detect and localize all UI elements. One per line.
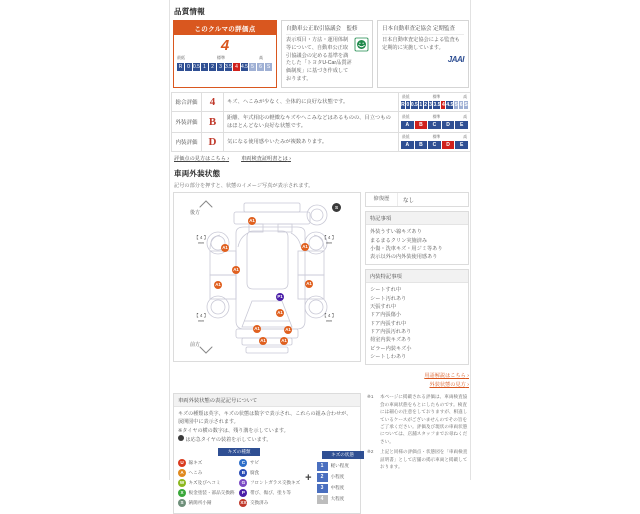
- state-label: 中程度: [330, 485, 345, 491]
- rating-row: [172, 133, 471, 152]
- damage-marker[interactable]: A1: [306, 281, 312, 287]
- rating-scale: [399, 92, 471, 111]
- damage-marker[interactable]: A1: [233, 267, 239, 273]
- kind-badge: S: [178, 499, 186, 507]
- mini-scale-cell: 4: [233, 63, 241, 71]
- exterior-panels: [365, 192, 469, 389]
- mini-cap-mid: 標準: [217, 54, 225, 60]
- scale-caption: 高: [463, 114, 467, 119]
- interior-remark-line: 荷室内装キズあり: [370, 337, 412, 344]
- scale-cell: 3.5: [433, 101, 441, 108]
- scale-cell: D: [442, 141, 456, 149]
- kind-row: [239, 489, 300, 497]
- scale-cell: A: [401, 121, 415, 129]
- fair-trade-text: 表示項目・方法・運用体制等について、自動車公正取引協議会の定める基準を満たした「トヨタU-Car品質評価制度」に基づき作成しております。: [286, 37, 352, 82]
- scale-caption: 標準: [432, 135, 441, 140]
- state-label: 小程度: [330, 474, 345, 480]
- scale-caption: 最低: [402, 135, 410, 140]
- jaai-body: [382, 37, 464, 53]
- scale-cell: A: [401, 141, 415, 149]
- kind-label: 帯び、傷び、塗り等: [249, 489, 291, 495]
- scale-cell: C: [428, 121, 442, 129]
- overall-score-box: [173, 20, 277, 88]
- state-label: 軽い程度: [330, 463, 349, 469]
- interior-remark-line: 天張すれ中: [370, 304, 396, 311]
- kind-badge: C: [239, 459, 247, 467]
- remark-line: まるまるクリン実施済み: [370, 237, 428, 244]
- remarks-header: 特記事項: [366, 212, 468, 225]
- main-content: [171, 0, 471, 505]
- rating-description: キズ、へこみが少なく、全体的に良好な状態です。: [224, 92, 399, 111]
- mini-scale-cell: 3: [217, 63, 225, 71]
- legend-box: [173, 393, 361, 514]
- scale-cell: 5: [454, 101, 458, 108]
- state-square: 1: [317, 462, 328, 471]
- states-caption: キズの状態: [322, 451, 364, 459]
- damage-marker[interactable]: A1: [277, 310, 283, 316]
- kind-row: [239, 479, 300, 487]
- footnote-text: 本ページに掲載される評価は、車両検査協会の車両状態をもとにしたものです。検査には細心の注意をしておりますが、相違しているケースがございませんのでその旨をご了承ください。評価及び現状の車両状態については、店舗スタッフまでお尋ねください。: [380, 394, 468, 444]
- damage-marker[interactable]: A1: [260, 338, 266, 344]
- summary-row: [171, 20, 471, 88]
- state-row: [317, 462, 369, 471]
- page-title: 品質情報: [174, 7, 205, 16]
- spare-tire-marker: S: [332, 203, 341, 212]
- states-col: [317, 451, 369, 506]
- interior-remark-line: シートしわあり: [370, 353, 407, 360]
- jaai-text: 日本自動車査定協会による監査も定期的に実施しています。: [382, 37, 460, 51]
- rating-grade: B: [202, 111, 224, 132]
- rating-label: 内装評価: [172, 133, 202, 152]
- jaai-logo: JAAI: [447, 54, 464, 64]
- legend-spare-note: は応急タイヤの装着を示しています。: [185, 436, 272, 443]
- scale-cell: S: [464, 101, 468, 108]
- scale-caption: 標準: [432, 94, 441, 99]
- right-rail: [470, 0, 640, 480]
- repair-history-label: 修復歴: [366, 193, 398, 206]
- mini-scale-cell: 0: [185, 63, 193, 71]
- tire-depth-label: 【 4 】 mm: [194, 235, 209, 245]
- remark-line: 外装うすい線キズあり: [370, 229, 422, 236]
- tire-depth-label: 【 4 】 mm: [322, 313, 337, 323]
- damage-marker[interactable]: A1: [215, 282, 221, 288]
- damage-marker[interactable]: A1: [285, 327, 291, 333]
- kind-label: へこみ: [188, 469, 203, 475]
- remark-line: 表示以外の内外装使用感あり: [370, 254, 438, 261]
- interior-remarks-body: [366, 283, 468, 364]
- direction-label: 前方: [190, 342, 201, 349]
- tire-depth-label: 【 4 】 mm: [322, 235, 337, 245]
- fair-trade-info-box: [281, 20, 373, 88]
- scale-cell: 2: [424, 101, 428, 108]
- exterior-links: [365, 369, 469, 389]
- state-square: 2: [317, 473, 328, 482]
- rating-description: 距離、年式相応の軽微なキズやへこみなどはあるものの、目立つものはほとんどない良好な状態です。: [224, 111, 399, 132]
- interior-remark-line: ドア内張汚れあり: [370, 329, 412, 335]
- kind-badge: B: [239, 469, 247, 477]
- interior-remark-line: ピラー内装キズ小: [370, 345, 412, 352]
- scale-cell: C: [428, 141, 442, 149]
- state-row: [317, 495, 369, 504]
- rating-row: [172, 111, 471, 132]
- scale-cell: 1: [419, 101, 423, 108]
- footnote-mark: ※2: [367, 449, 374, 455]
- state-label: 大程度: [330, 496, 345, 502]
- scale-cell: 6: [459, 101, 463, 108]
- rating-links: [171, 152, 471, 162]
- legend-explain-2: ※タイヤの横の数字は、残り溝を示しています。: [178, 427, 289, 434]
- kind-row: [239, 469, 300, 477]
- exterior-note: 記号の部分を押すと、状態のイメージ写真が表示されます。: [174, 183, 314, 190]
- legend-body: [174, 407, 360, 513]
- mini-scale-captions: [177, 55, 273, 61]
- kind-badge: A: [178, 469, 186, 477]
- scale-caption: 標準: [432, 114, 441, 119]
- state-row: [317, 473, 369, 482]
- kind-label: サビ: [249, 459, 260, 465]
- damage-marker[interactable]: A1: [249, 218, 255, 224]
- scale-cell: B: [415, 141, 429, 149]
- link-how-to-read-score[interactable]: 評価点の見方はこちら ›: [174, 155, 229, 162]
- link-exterior-guide[interactable]: 外装状態の見方 ›: [365, 381, 469, 388]
- damage-marker[interactable]: A1: [281, 338, 287, 344]
- footnote-text: 上記と同様の評価点・状態図を「車両検査証明書」として店舗の掲示車両と掲載しております。: [380, 449, 468, 470]
- spare-tire-icon: [178, 435, 184, 441]
- state-square: 3: [317, 484, 328, 493]
- scale-caption: 高: [463, 94, 467, 99]
- tire-depth-label: 【 4 】 mm: [194, 313, 209, 323]
- link-glossary[interactable]: 用語解説はこちら ›: [365, 372, 469, 379]
- left-rail: [0, 0, 170, 480]
- kind-badge: P: [239, 489, 247, 497]
- kind-badge: U: [178, 459, 186, 467]
- smiley-icon: [355, 38, 368, 51]
- scale-caption: 最低: [402, 94, 410, 99]
- kinds-list: [178, 459, 300, 509]
- scale-cell: 0.5: [410, 101, 418, 108]
- mini-scale-cell: 6: [257, 63, 265, 71]
- mini-scale-cell: S: [265, 63, 273, 71]
- rating-description: 気になる使用感やいたみが複数あります。: [224, 133, 399, 152]
- car-diagram-svg: [174, 193, 360, 361]
- kinds-caption: キズの種類: [218, 448, 260, 456]
- mini-scale-cell: 4.5: [241, 63, 248, 70]
- scale-caption: 最低: [402, 114, 410, 119]
- rating-grade: D: [202, 133, 224, 152]
- car-diagram[interactable]: [173, 192, 361, 362]
- mini-scale-cell: R: [177, 63, 185, 71]
- legend-spare-note-row: [178, 435, 356, 444]
- kind-label: フロントガラス交換キズ: [249, 479, 301, 485]
- overall-score-value: 4: [220, 37, 230, 54]
- rating-table: [171, 92, 471, 152]
- interior-remark-line: シート汚れあり: [370, 295, 407, 302]
- state-row: [317, 484, 369, 493]
- repair-history-value: なし: [403, 197, 415, 204]
- direction-label: 後方: [190, 210, 201, 217]
- kind-badge: G: [239, 479, 247, 487]
- state-square: 4: [317, 495, 328, 504]
- fair-trade-body: [286, 37, 368, 84]
- interior-remark-line: ドア内張すれ中: [370, 320, 407, 327]
- footnote: [367, 448, 469, 470]
- kind-label: 交換済み: [249, 499, 269, 505]
- footnote: [367, 393, 469, 445]
- scale-cell: D: [442, 121, 456, 129]
- kind-row: [239, 499, 300, 507]
- kind-label: 錆簡所小錆: [188, 499, 212, 505]
- kind-label: キズ及びヘコミ: [188, 479, 221, 485]
- mini-scale: [177, 63, 273, 71]
- legend-tables: [178, 448, 356, 509]
- kind-row: [178, 499, 234, 507]
- damage-marker[interactable]: A1: [254, 326, 260, 332]
- rating-grade: 4: [202, 92, 224, 111]
- kind-row: [178, 479, 234, 487]
- remark-line: 小傷・洗車キズ・用ジミ等あり: [370, 245, 443, 252]
- scale-cell: 4: [442, 101, 445, 108]
- mini-cap-high: 高: [259, 54, 263, 60]
- kind-row: [239, 459, 300, 467]
- rating-scale: [399, 111, 471, 132]
- kind-label: 線キズ: [188, 459, 203, 465]
- kinds-col: [178, 448, 300, 509]
- scale-cell: E: [455, 121, 468, 129]
- remarks-box: [365, 211, 469, 265]
- fair-trade-header: 自動車公正取引協議会 監修: [286, 24, 368, 35]
- scale-cell: R: [401, 101, 405, 108]
- scale-cell: 4.5: [446, 101, 454, 108]
- damage-marker[interactable]: P1: [277, 294, 283, 300]
- footnote-mark: ※1: [367, 394, 374, 400]
- score-box-body: [174, 35, 276, 87]
- kind-label: 板金塗装・部品交換跡: [188, 489, 235, 495]
- footnotes: [365, 393, 469, 514]
- scale-cell: B: [415, 121, 429, 129]
- mini-scale-cell: 0.5: [193, 63, 200, 70]
- kind-label: 腐食: [249, 469, 260, 475]
- legend-header: 車両外装状態の表記記号について: [174, 394, 360, 407]
- legend-explain-1: キズの種類は英字、キズの状態は数字で表示され、これらの組み合わせが、展開図中に表示されます。: [178, 411, 352, 426]
- scale-cell: E: [455, 141, 468, 149]
- rating-scale: [399, 133, 471, 152]
- interior-remark-line: ドア内張傷小: [370, 312, 401, 319]
- mini-scale-cell: 3.5: [225, 63, 232, 70]
- scale-caption: 高: [463, 135, 467, 140]
- rating-row: [172, 92, 471, 111]
- kind-row: [178, 489, 234, 497]
- kind-badge: X: [178, 489, 186, 497]
- score-box-header: このクルマの評価点: [174, 21, 276, 35]
- exterior-row: [171, 192, 471, 389]
- jaai-header: 日本自動車査定協会 定期監査: [382, 24, 464, 35]
- link-inspection-certificate[interactable]: 車両検査証明書とは ›: [241, 155, 291, 162]
- kind-row: [178, 459, 234, 467]
- legend-row: [171, 389, 471, 514]
- mini-scale-cell: 1: [201, 63, 209, 71]
- mini-cap-low: 最低: [177, 54, 185, 60]
- repair-history-box: [365, 192, 469, 207]
- damage-marker[interactable]: A1: [222, 245, 228, 251]
- plus-icon: +: [305, 472, 312, 485]
- rating-label: 総合評価: [172, 92, 202, 111]
- scale-cell: 0: [406, 101, 410, 108]
- mini-scale-cell: 5: [249, 63, 257, 71]
- interior-remarks-box: [365, 269, 469, 365]
- rating-label: 外装評価: [172, 111, 202, 132]
- kind-row: [178, 469, 234, 477]
- jaai-info-box: [377, 20, 469, 88]
- kind-badge: XX: [240, 499, 247, 505]
- exterior-title: 車両外装状態: [174, 169, 221, 179]
- scale-cell: 3: [429, 101, 432, 108]
- interior-remarks-header: 内装特記事項: [366, 270, 468, 283]
- damage-marker[interactable]: A1: [302, 244, 308, 250]
- interior-remark-line: シートすれ中: [370, 287, 401, 294]
- remarks-body: [366, 225, 468, 264]
- mini-scale-cell: 2: [209, 63, 217, 71]
- kind-badge: W: [179, 479, 185, 485]
